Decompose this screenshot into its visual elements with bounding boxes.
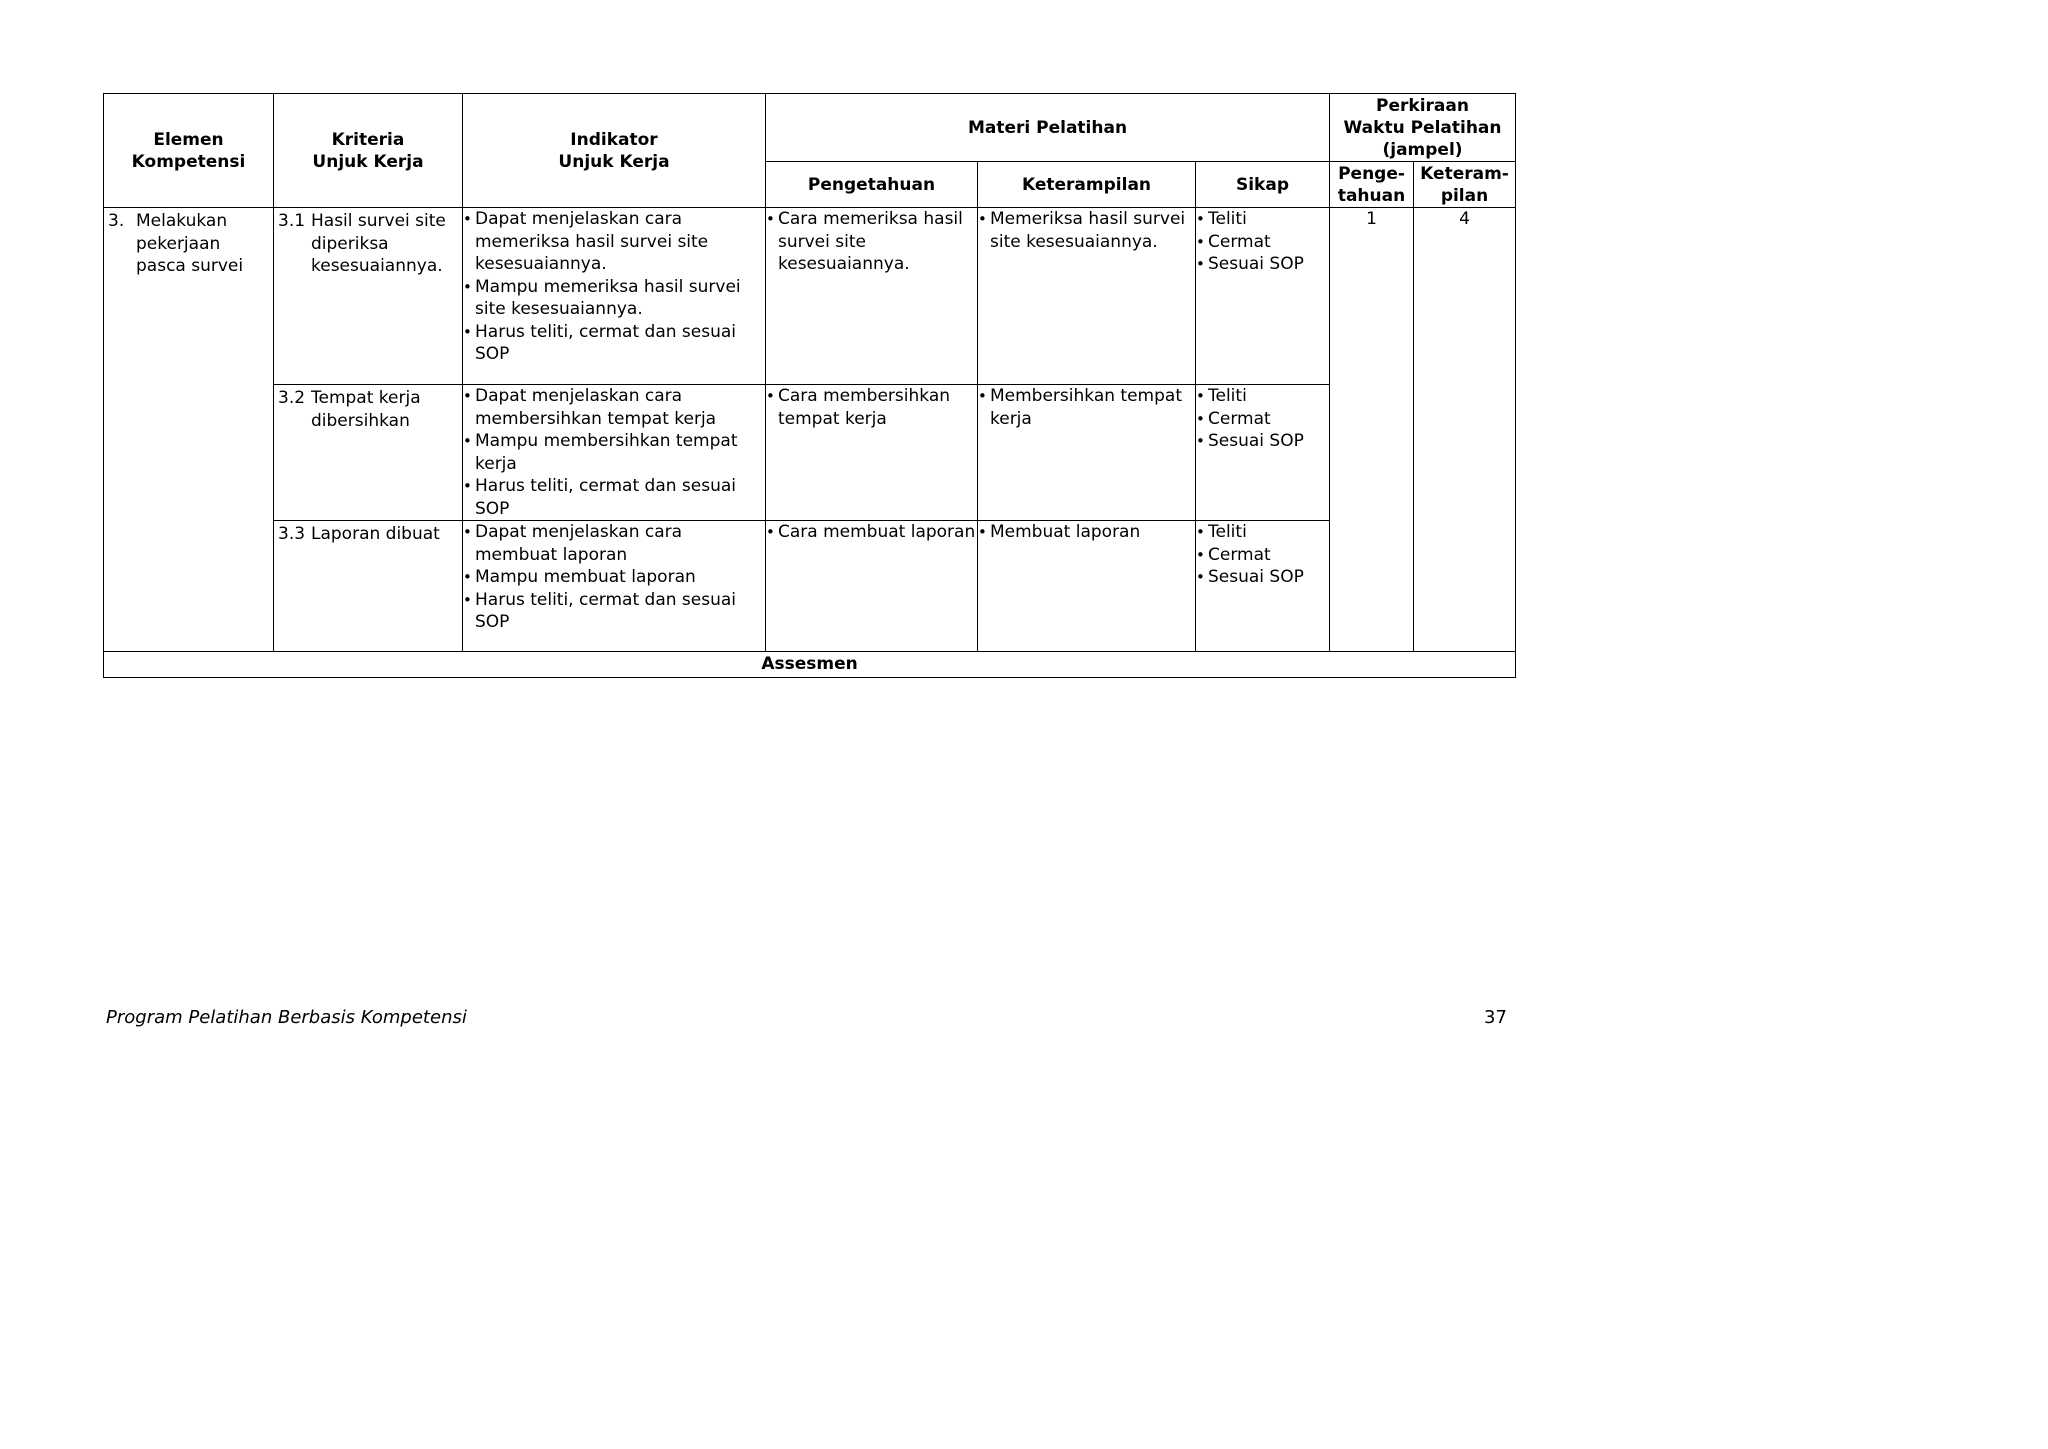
element-name: Melakukan pekerjaan pasca survei	[136, 211, 244, 276]
keterampilan-cell	[978, 208, 1196, 385]
list-item: • Cara membersihkan tempat kerja	[766, 386, 951, 429]
sikap-cell	[1196, 208, 1330, 385]
keterampilan-cell	[978, 521, 1196, 652]
header-indikator-unjuk-kerja: Indikator Unjuk Kerja	[463, 94, 766, 208]
pengetahuan-cell	[766, 385, 978, 521]
footer-title: Program Pelatihan Berbasis Kompetensi	[106, 1007, 467, 1028]
list-item: • Memeriksa hasil survei site kesesuaiannya.	[978, 209, 1186, 252]
kriteria-cell	[274, 385, 463, 521]
sikap-cell	[1196, 521, 1330, 652]
kuk-text: Hasil survei site diperiksa kesesuaiannya.	[311, 211, 446, 276]
kuk-number: 3.1	[278, 211, 306, 231]
keterampilan-cell	[978, 385, 1196, 521]
assesmen-row: Assesmen	[104, 652, 1516, 678]
header-waktu-keterampilan: Keteram- pilan	[1414, 162, 1516, 208]
list-item: • Harus teliti, cermat dan sesuai SOP	[463, 476, 737, 519]
kriteria-cell	[274, 521, 463, 652]
kuk-text: Tempat kerja dibersihkan	[311, 388, 421, 431]
waktu-pengetahuan-value: 1	[1330, 208, 1414, 652]
indikator-cell	[463, 521, 766, 652]
header-sikap: Sikap	[1196, 162, 1330, 208]
list-item: • Teliti	[1196, 386, 1247, 406]
table-row	[104, 208, 1516, 385]
pengetahuan-cell	[766, 521, 978, 652]
sikap-cell	[1196, 385, 1330, 521]
list-item: • Teliti	[1196, 522, 1247, 542]
kuk-number: 3.2	[278, 388, 306, 408]
indikator-cell	[463, 385, 766, 521]
list-item: • Cermat	[1196, 231, 1271, 252]
list-item: • Dapat menjelaskan cara membersihkan tempat kerja	[463, 386, 717, 429]
list-item: • Mampu memeriksa hasil survei site kesesuaiannya.	[463, 276, 741, 319]
list-item: • Dapat menjelaskan cara membuat laporan	[463, 522, 683, 565]
list-item: • Sesuai SOP	[1196, 254, 1304, 274]
header-waktu-pengetahuan: Penge- tahuan	[1330, 162, 1414, 208]
kriteria-cell	[274, 208, 463, 385]
header-materi-pelatihan: Materi Pelatihan	[766, 94, 1330, 162]
indikator-cell	[463, 208, 766, 385]
list-item: • Cara memeriksa hasil survei site kesesuaiannya.	[766, 209, 963, 274]
elemen-kompetensi-cell	[104, 208, 274, 652]
list-item: • Cermat	[1196, 544, 1271, 565]
list-item: • Sesuai SOP	[1196, 567, 1304, 587]
header-perkiraan-waktu: Perkiraan Waktu Pelatihan (jampel)	[1330, 94, 1516, 162]
list-item: • Harus teliti, cermat dan sesuai SOP	[463, 589, 737, 632]
list-item: • Cara membuat laporan	[766, 522, 976, 542]
header-pengetahuan: Pengetahuan	[766, 162, 978, 208]
list-item: • Dapat menjelaskan cara memeriksa hasil survei site kesesuaiannya.	[463, 209, 709, 274]
list-item: • Harus teliti, cermat dan sesuai SOP	[463, 321, 737, 364]
list-item: • Sesuai SOP	[1196, 431, 1304, 451]
table-row	[104, 521, 1516, 652]
header-elemen-kompetensi: Elemen Kompetensi	[104, 94, 274, 208]
kuk-number: 3.3	[278, 524, 306, 544]
waktu-keterampilan-value: 4	[1414, 208, 1516, 652]
table-row	[104, 385, 1516, 521]
list-item: • Membersihkan tempat kerja	[978, 386, 1182, 429]
kuk-text: Laporan dibuat	[311, 524, 440, 544]
element-number: 3.	[108, 211, 125, 231]
list-item: • Mampu membuat laporan	[463, 567, 696, 587]
list-item: • Mampu membersihkan tempat kerja	[463, 431, 738, 474]
page-number: 37	[1484, 1007, 1507, 1028]
list-item: • Cermat	[1196, 408, 1271, 429]
header-kriteria-unjuk-kerja: Kriteria Unjuk Kerja	[274, 94, 463, 208]
list-item: • Membuat laporan	[978, 522, 1141, 542]
list-item: • Teliti	[1196, 209, 1247, 229]
header-keterampilan: Keterampilan	[978, 162, 1196, 208]
competency-table	[103, 93, 1516, 678]
pengetahuan-cell	[766, 208, 978, 385]
